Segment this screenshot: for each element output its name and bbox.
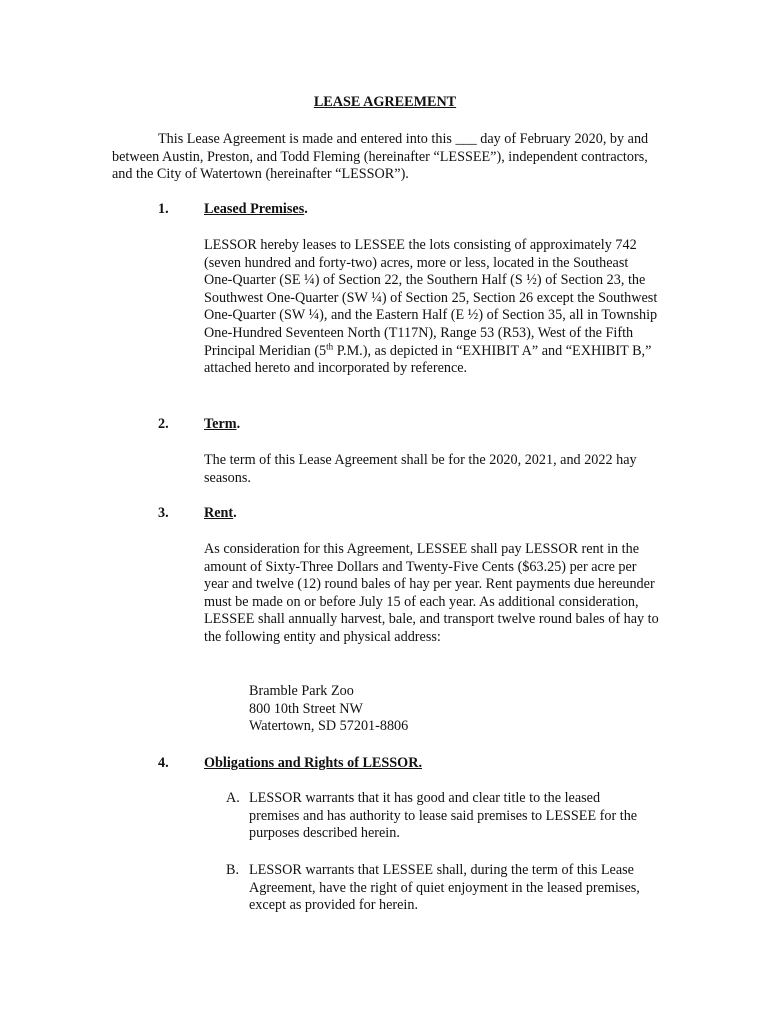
zoo-address-block: [249, 683, 408, 736]
section-4-number: 4.: [158, 755, 169, 771]
document-title: LEASE AGREEMENT: [313, 94, 457, 110]
section-2-number: 2.: [158, 416, 169, 432]
section-1-body-superscript: th: [326, 340, 334, 351]
section-1-body: [204, 237, 659, 378]
address-line-1: Bramble Park Zoo: [249, 683, 354, 699]
section-4-heading: [204, 755, 422, 773]
section-2-body: The term of this Lease Agreement shall be for the 2020, 2021, and 2022 hay seasons.: [204, 452, 637, 486]
item-b-letter: B.: [226, 862, 240, 878]
intro-paragraph: This Lease Agreement is made and entered into this ___ day of February 2020, by and between Austin, Preston, and Todd Fleming (hereinafter “LESSEE”), independent contractors, and the City of Watertown (hereinafter “LESSOR”).: [112, 131, 649, 183]
item-a-letter: A.: [226, 790, 240, 806]
item-b-text: LESSOR warrants that LESSEE shall, during the term of this Lease Agreement, have the right of quiet enjoyment in the leased premises, except as provided for herein.: [249, 862, 640, 914]
address-line-3: Watertown, SD 57201-8806: [249, 718, 409, 735]
section-1-heading-text: Leased Premises: [204, 201, 305, 217]
section-2-heading-suffix: .: [236, 416, 241, 432]
section-2-heading: [204, 416, 240, 434]
section-3-body: As consideration for this Agreement, LESSEE shall pay LESSOR rent in the amount of Sixty-Three Dollars and Twenty-Five Cents ($63.25) per acre per year and twelve (12) round bales of hay per year. Rent payments due hereunder must be made on or before July 15 of each year. As additional consideration, LESSEE shall annually harvest, bale, and transport twelve round bales of hay to the following entity and physical address:: [204, 541, 659, 645]
section-1-heading-suffix: .: [304, 201, 308, 217]
section-1-body-text-end: P.M.), as depicted in “EXHIBIT A” and “EXHIBIT B,” attached hereto and incorporated by reference.: [204, 342, 652, 377]
section-3-heading: [204, 505, 237, 523]
item-a-text: LESSOR warrants that it has good and clear title to the leased premises and has authority to lease said premises to LESSEE for the purposes described herein.: [249, 790, 638, 842]
section-1-number: 1.: [158, 201, 169, 217]
section-1-body-text: LESSOR hereby leases to LESSEE the lots consisting of approximately 742 (seven hundred and forty-two) acres, more or less, located in the Southeast One-Quarter (SE ¼) of Section 22, the Southern Half (S ½) of Section 23, the Southwest One-Quarter (SW ¼) of Section 25, Section 26 except the Southwest One-Quarter (SW ¼), and the Eastern Half (E ½) of Section 35, all in Township One-Hundred Seventeen North (T117N), Range 53 (R53), West of the Fifth Principal Meridian (5: [204, 237, 658, 359]
address-line-2: 800 10th Street NW: [249, 700, 363, 717]
section-3-heading-text: Rent: [204, 505, 234, 521]
section-4-heading-text: Obligations and Rights of LESSOR.: [204, 755, 423, 771]
section-3-number: 3.: [158, 505, 169, 521]
section-3-heading-suffix: .: [233, 505, 237, 521]
section-1-heading: [204, 201, 308, 219]
section-2-heading-text: Term: [204, 416, 237, 432]
